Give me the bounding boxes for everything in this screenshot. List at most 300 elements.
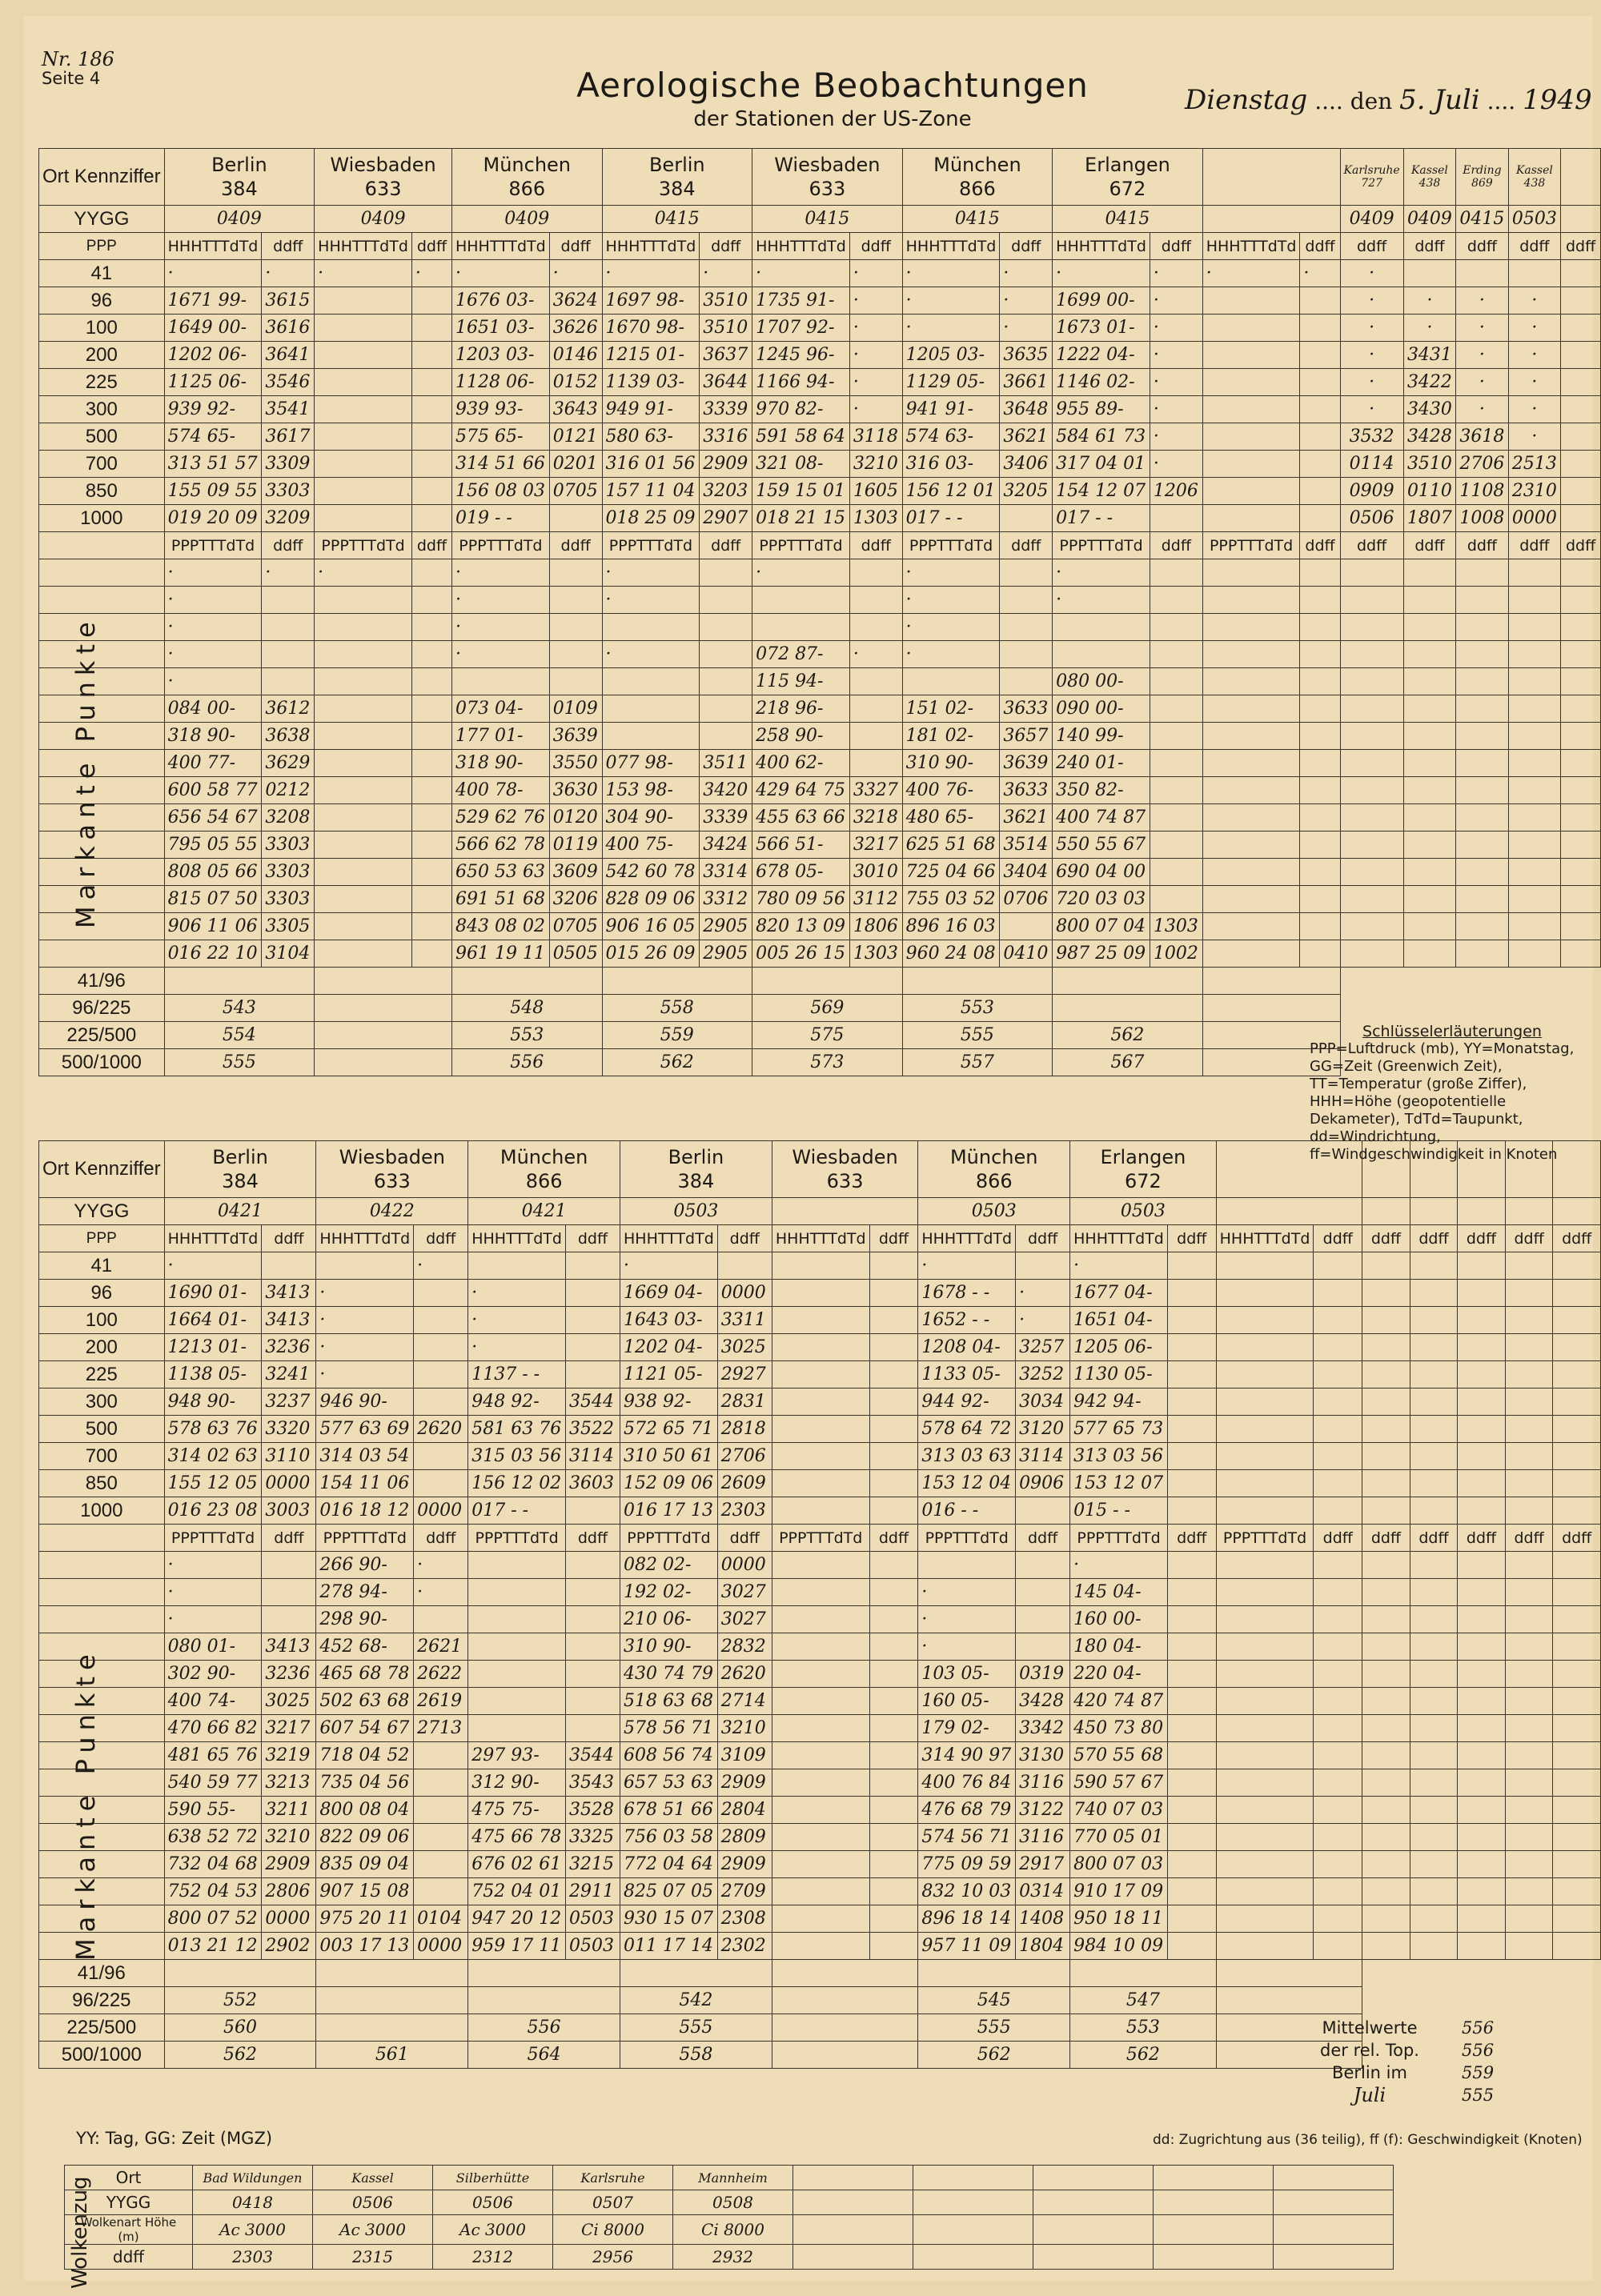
- station-code: 672: [1109, 178, 1146, 200]
- small-cell: [1561, 342, 1601, 369]
- small-cell: [1561, 478, 1601, 505]
- small-cell: [1362, 1851, 1410, 1878]
- mean-value: 559: [1462, 2063, 1495, 2082]
- small-cell: 0110: [1403, 478, 1455, 505]
- markante-row-label: [39, 1552, 165, 1579]
- station-code: 866: [975, 1170, 1013, 1192]
- ddff-header: ddff: [1505, 1525, 1553, 1552]
- markante-cell: 725 04 66: [902, 859, 1000, 886]
- ddff-header: ddff: [1362, 1225, 1410, 1252]
- markante-cell: [1000, 559, 1053, 587]
- small-cell: [1553, 1552, 1601, 1579]
- markante-cell: 3218: [849, 804, 902, 831]
- thickness-value: 553: [1070, 2014, 1217, 2042]
- pressure-cell: 577 63 69: [316, 1416, 414, 1443]
- legend-title: Schlüsselerläuterungen: [1362, 1023, 1542, 1040]
- pressure-cell: ·: [316, 1307, 414, 1334]
- small-cell: [1456, 831, 1508, 859]
- pppt-header: PPPTTTdTd: [451, 532, 549, 559]
- pressure-cell: 574 65-: [164, 423, 262, 451]
- pressure-cell: 159 15 01: [752, 478, 850, 505]
- small-cell: 2513: [1508, 451, 1560, 478]
- empty-cell: [1202, 206, 1340, 233]
- markante-cell: ·: [902, 559, 1000, 587]
- markante-cell: 400 74-: [164, 1688, 262, 1715]
- pppt-header: PPPTTTdTd: [1216, 1525, 1314, 1552]
- small-cell: [1505, 1742, 1553, 1769]
- empty-cell: [1553, 1141, 1601, 1198]
- side-area: [1340, 995, 1600, 1022]
- small-cell: [1458, 1878, 1506, 1905]
- page-title: Aerologische Beobachtungen: [576, 66, 1089, 105]
- markante-cell: 3339: [700, 804, 752, 831]
- small-cell: [1553, 1688, 1601, 1715]
- markante-cell: 3213: [262, 1769, 316, 1797]
- pressure-cell: ·: [468, 1334, 566, 1361]
- pressure-cell: [869, 1388, 918, 1416]
- markante-cell: 800 07 04: [1053, 913, 1150, 940]
- markante-row-label: [39, 940, 165, 968]
- small-cell: [1410, 1470, 1458, 1497]
- pressure-cell: [1216, 1334, 1314, 1361]
- markante-cell: [1016, 1633, 1070, 1661]
- markante-cell: 650 53 63: [451, 859, 549, 886]
- small-cell: [1403, 668, 1455, 695]
- markante-cell: [700, 614, 752, 641]
- ddff-header: ddff: [262, 1225, 316, 1252]
- markante-cell: [772, 1851, 869, 1878]
- small-cell: [1508, 831, 1560, 859]
- pressure-cell: 1649 00-: [164, 315, 262, 342]
- markante-cell: [565, 1688, 620, 1715]
- pressure-cell: [869, 1252, 918, 1280]
- markante-cell: 3544: [565, 1742, 620, 1769]
- small-cell: [1403, 750, 1455, 777]
- markante-cell: [315, 913, 412, 940]
- markante-cell: ·: [164, 668, 262, 695]
- markante-cell: 590 57 67: [1070, 1769, 1168, 1797]
- small-cell: [1362, 1905, 1410, 1933]
- station-name: Wiesbaden: [774, 154, 881, 176]
- pressure-cell: [1300, 315, 1340, 342]
- markante-row-label: [39, 1905, 165, 1933]
- pressure-cell: 157 11 04: [602, 478, 700, 505]
- small-cell: [1553, 1361, 1601, 1388]
- markante-cell: ·: [918, 1579, 1016, 1606]
- markante-cell: [1300, 940, 1340, 968]
- thickness-value: [620, 1960, 772, 1987]
- small-cell: [1340, 614, 1403, 641]
- pressure-cell: 3624: [549, 287, 602, 315]
- markante-cell: 3413: [262, 1633, 316, 1661]
- pressure-cell: [565, 1252, 620, 1280]
- small-cell: ·: [1403, 287, 1455, 315]
- markante-cell: 304 90-: [602, 804, 700, 831]
- markante-cell: 2806: [262, 1878, 316, 1905]
- pressure-cell: 3114: [565, 1443, 620, 1470]
- small-cell: [1505, 1633, 1553, 1661]
- markante-cell: 400 78-: [451, 777, 549, 804]
- small-cell: [1362, 1416, 1410, 1443]
- markante-cell: ·: [164, 587, 262, 614]
- pressure-cell: ·: [1000, 315, 1053, 342]
- markante-cell: ·: [451, 614, 549, 641]
- small-cell: 2310: [1508, 478, 1560, 505]
- small-cell: [1561, 451, 1601, 478]
- pppt-header: PPPTTTdTd: [1053, 532, 1150, 559]
- markante-cell: 3514: [1000, 831, 1053, 859]
- pressure-cell: 3406: [1000, 451, 1053, 478]
- markante-cell: 752 04 53: [164, 1878, 262, 1905]
- small-cell: 0909: [1340, 478, 1403, 505]
- markante-cell: 772 04 64: [620, 1851, 718, 1878]
- small-cell: [1508, 559, 1560, 587]
- cloud-cell: [1274, 2166, 1394, 2190]
- pressure-cell: ·: [316, 1280, 414, 1307]
- thickness-value: 556: [451, 1049, 602, 1076]
- yygg-value: 0409: [451, 206, 602, 233]
- markante-cell: [772, 1933, 869, 1960]
- markante-cell: [411, 723, 451, 750]
- pressure-cell: [1167, 1497, 1216, 1525]
- markante-cell: [411, 559, 451, 587]
- markante-cell: 896 16 03: [902, 913, 1000, 940]
- markante-row-label: [39, 831, 165, 859]
- small-cell: [1410, 1443, 1458, 1470]
- thickness-value: [468, 1960, 620, 1987]
- pressure-cell: ·: [752, 260, 850, 287]
- small-cell: [1456, 587, 1508, 614]
- markante-cell: 0104: [414, 1905, 468, 1933]
- small-cell: 0114: [1340, 451, 1403, 478]
- side-area: [1340, 968, 1600, 995]
- pressure-cell: ·: [602, 260, 700, 287]
- markante-cell: 984 10 09: [1070, 1933, 1168, 1960]
- small-cell: [1403, 695, 1455, 723]
- pressure-cell: [565, 1334, 620, 1361]
- markante-cell: 3010: [849, 859, 902, 886]
- mean-value: 555: [1462, 2086, 1495, 2105]
- pressure-cell: ·: [1150, 396, 1202, 423]
- markante-cell: [1202, 859, 1300, 886]
- cloud-cell: Kassel: [313, 2166, 433, 2190]
- seite-label: Seite 4: [42, 69, 101, 88]
- markante-cell: [414, 1797, 468, 1824]
- pressure-cell: ·: [1150, 260, 1202, 287]
- date-value: 5. Juli: [1399, 84, 1480, 116]
- thickness-value: 553: [451, 1022, 602, 1049]
- small-cell: [1561, 287, 1601, 315]
- markante-cell: 3639: [1000, 750, 1053, 777]
- pressure-cell: [1216, 1443, 1314, 1470]
- thickness-value: 569: [752, 995, 903, 1022]
- markante-cell: 278 94-: [316, 1579, 414, 1606]
- markante-row-label: [39, 723, 165, 750]
- small-cell: [1508, 641, 1560, 668]
- markante-cell: [772, 1742, 869, 1769]
- markante-cell: 502 63 68: [316, 1688, 414, 1715]
- markante-row-label: [39, 1688, 165, 1715]
- pressure-cell: ·: [1300, 260, 1340, 287]
- small-cell: [1561, 831, 1601, 859]
- small-cell: [1561, 423, 1601, 451]
- markante-cell: [1314, 1606, 1362, 1633]
- pressure-cell: [315, 396, 412, 423]
- cloud-cell: 0418: [193, 2190, 313, 2215]
- pressure-cell: [772, 1388, 869, 1416]
- markante-cell: 400 77-: [164, 750, 262, 777]
- markante-cell: [1216, 1824, 1314, 1851]
- small-cell: [1403, 260, 1455, 287]
- markante-cell: 950 18 11: [1070, 1905, 1168, 1933]
- markante-cell: [1202, 695, 1300, 723]
- markante-cell: 2905: [700, 940, 752, 968]
- yygg-small-value: 0415: [1456, 206, 1508, 233]
- pressure-level: 300: [39, 396, 165, 423]
- pressure-cell: ·: [902, 260, 1000, 287]
- markante-row-label: [39, 1933, 165, 1960]
- ddff-header: ddff: [1016, 1225, 1070, 1252]
- pressure-cell: [1202, 505, 1300, 532]
- pressure-cell: 0201: [549, 451, 602, 478]
- pressure-cell: 1670 98-: [602, 315, 700, 342]
- pppt-header: PPPTTTdTd: [316, 1525, 414, 1552]
- pressure-cell: [315, 342, 412, 369]
- small-cell: 3618: [1456, 423, 1508, 451]
- markante-cell: [411, 668, 451, 695]
- pressure-cell: [565, 1280, 620, 1307]
- small-cell: [1362, 1334, 1410, 1361]
- small-cell: [1362, 1797, 1410, 1824]
- thickness-value: [316, 1987, 468, 2014]
- pressure-cell: 016 18 12: [316, 1497, 414, 1525]
- pppt-header: PPPTTTdTd: [164, 532, 262, 559]
- pressure-cell: [1300, 369, 1340, 396]
- markante-cell: [1314, 1933, 1362, 1960]
- pressure-cell: 3544: [565, 1388, 620, 1416]
- markante-cell: 3211: [262, 1797, 316, 1824]
- pressure-cell: 3003: [262, 1497, 316, 1525]
- pressure-cell: [315, 451, 412, 478]
- pressure-level: 700: [39, 1443, 165, 1470]
- markante-cell: [468, 1661, 566, 1688]
- thickness-value: [918, 1960, 1070, 1987]
- small-cell: [1362, 1552, 1410, 1579]
- markante-cell: 3210: [262, 1824, 316, 1851]
- markante-cell: 400 76 84: [918, 1769, 1016, 1797]
- ddff-header: ddff: [1508, 233, 1560, 260]
- markante-cell: [1202, 940, 1300, 968]
- pressure-cell: 019 - -: [451, 505, 549, 532]
- hhh-header: HHHTTTdTd: [164, 1225, 262, 1252]
- pressure-cell: [1314, 1252, 1362, 1280]
- pressure-cell: [1314, 1416, 1362, 1443]
- markante-cell: [1202, 777, 1300, 804]
- markante-cell: [869, 1579, 918, 1606]
- markante-cell: [1314, 1633, 1362, 1661]
- thickness-value: 553: [902, 995, 1053, 1022]
- pressure-cell: 939 93-: [451, 396, 549, 423]
- cloud-cell: [1033, 2190, 1154, 2215]
- side-area: [1362, 1987, 1601, 2014]
- small-cell: [1505, 1878, 1553, 1905]
- markante-cell: [1000, 587, 1053, 614]
- markante-cell: 835 09 04: [316, 1851, 414, 1878]
- small-cell: [1362, 1388, 1410, 1416]
- markante-cell: 0319: [1016, 1661, 1070, 1688]
- markante-cell: 3208: [262, 804, 315, 831]
- markante-cell: 475 75-: [468, 1797, 566, 1824]
- small-cell: [1340, 559, 1403, 587]
- markante-cell: 735 04 56: [316, 1769, 414, 1797]
- side-area: [1362, 1960, 1601, 1987]
- pressure-cell: ·: [700, 260, 752, 287]
- small-cell: [1340, 641, 1403, 668]
- pressure-cell: [1202, 369, 1300, 396]
- hhh-header: HHHTTTdTd: [468, 1225, 566, 1252]
- small-cell: [1410, 1552, 1458, 1579]
- markante-cell: 542 60 78: [602, 859, 700, 886]
- markante-cell: [849, 750, 902, 777]
- markante-cell: 302 90-: [164, 1661, 262, 1688]
- markante-cell: [549, 614, 602, 641]
- markante-cell: [1167, 1905, 1216, 1933]
- small-cell: [1410, 1361, 1458, 1388]
- pressure-cell: [1216, 1361, 1314, 1388]
- date-line: Dienstag .... den 5. Juli .... 1949: [1185, 84, 1592, 116]
- markante-cell: [1167, 1742, 1216, 1769]
- empty-cell: [1561, 149, 1601, 206]
- yygg-small-value: [1458, 1198, 1506, 1225]
- markante-cell: 400 74 87: [1053, 804, 1150, 831]
- station-header: [918, 1141, 1070, 1198]
- markante-cell: 3621: [1000, 804, 1053, 831]
- markante-cell: [1314, 1824, 1362, 1851]
- markante-cell: 600 58 77: [164, 777, 262, 804]
- pressure-cell: ·: [451, 260, 549, 287]
- markante-cell: [549, 559, 602, 587]
- markante-cell: 3312: [700, 886, 752, 913]
- pressure-cell: ·: [849, 315, 902, 342]
- hhh-header: HHHTTTdTd: [1216, 1225, 1314, 1252]
- markante-cell: 3303: [262, 859, 315, 886]
- markante-cell: [315, 641, 412, 668]
- means-month: Juli: [1353, 2084, 1386, 2106]
- small-cell: [1553, 1470, 1601, 1497]
- markante-cell: [1150, 859, 1202, 886]
- pressure-cell: 1137 - -: [468, 1361, 566, 1388]
- small-cell: [1458, 1470, 1506, 1497]
- small-cell: [1340, 695, 1403, 723]
- pressure-cell: ·: [1150, 315, 1202, 342]
- pressure-cell: ·: [316, 1334, 414, 1361]
- small-cell: [1403, 641, 1455, 668]
- markante-cell: 3116: [1016, 1769, 1070, 1797]
- small-cell: ·: [1508, 396, 1560, 423]
- markante-cell: [1150, 723, 1202, 750]
- small-cell: [1458, 1633, 1506, 1661]
- small-cell: [1340, 668, 1403, 695]
- pressure-cell: 1128 06-: [451, 369, 549, 396]
- markante-cell: 3219: [262, 1742, 316, 1769]
- markante-cell: 297 93-: [468, 1742, 566, 1769]
- cloud-cell: 0508: [673, 2190, 793, 2215]
- year-value: 1949: [1523, 84, 1592, 116]
- yygg-value: 0415: [752, 206, 903, 233]
- pressure-cell: ·: [849, 342, 902, 369]
- station-header: [772, 1141, 918, 1198]
- pressure-cell: 1125 06-: [164, 369, 262, 396]
- markante-cell: 780 09 56: [752, 886, 850, 913]
- small-cell: [1362, 1933, 1410, 1960]
- pressure-cell: 3413: [262, 1280, 316, 1307]
- hhh-header: HHHTTTdTd: [772, 1225, 869, 1252]
- markante-cell: [869, 1552, 918, 1579]
- pressure-cell: [316, 1252, 414, 1280]
- pressure-cell: [772, 1361, 869, 1388]
- small-cell: [1362, 1688, 1410, 1715]
- pressure-cell: ·: [316, 1361, 414, 1388]
- markante-row-label: [39, 614, 165, 641]
- pressure-cell: ·: [414, 1252, 468, 1280]
- pressure-cell: 1652 - -: [918, 1307, 1016, 1334]
- small-cell: [1508, 804, 1560, 831]
- markante-cell: [700, 668, 752, 695]
- small-cell: [1410, 1388, 1458, 1416]
- markante-cell: 0503: [565, 1905, 620, 1933]
- markante-cell: 720 03 03: [1053, 886, 1150, 913]
- pressure-cell: 1129 05-: [902, 369, 1000, 396]
- thickness-value: [315, 968, 452, 995]
- thickness-value: 575: [752, 1022, 903, 1049]
- small-cell: [1458, 1388, 1506, 1416]
- pressure-cell: 3615: [262, 287, 315, 315]
- markante-cell: 3633: [1000, 777, 1053, 804]
- small-cell: [1410, 1307, 1458, 1334]
- markante-cell: 0120: [549, 804, 602, 831]
- small-cell: [1410, 1797, 1458, 1824]
- pressure-cell: 3546: [262, 369, 315, 396]
- pressure-cell: 1605: [849, 478, 902, 505]
- pressure-cell: 1203 03-: [451, 342, 549, 369]
- small-cell: ·: [1403, 315, 1455, 342]
- markante-cell: [468, 1579, 566, 1606]
- small-cell: [1505, 1334, 1553, 1361]
- markante-cell: 465 68 78: [316, 1661, 414, 1688]
- pressure-cell: [565, 1497, 620, 1525]
- pressure-cell: [411, 287, 451, 315]
- small-cell: [1505, 1606, 1553, 1633]
- pressure-cell: [1150, 505, 1202, 532]
- pressure-cell: 3311: [717, 1307, 772, 1334]
- pressure-cell: 3237: [262, 1388, 316, 1416]
- yygg-value: 0421: [164, 1198, 316, 1225]
- markante-cell: 3550: [549, 750, 602, 777]
- den-label: den: [1350, 88, 1393, 114]
- markante-label-bottom: Markante Punkte: [70, 1648, 101, 1961]
- markante-cell: [262, 587, 315, 614]
- pressure-cell: ·: [620, 1252, 718, 1280]
- markante-cell: [1202, 804, 1300, 831]
- markante-cell: 005 26 15: [752, 940, 850, 968]
- cloud-cell: [913, 2245, 1033, 2270]
- empty-cell: [1202, 968, 1340, 995]
- pressure-cell: [717, 1252, 772, 1280]
- small-cell: 1008: [1456, 505, 1508, 532]
- small-cell: [1458, 1334, 1506, 1361]
- small-cell: [1456, 641, 1508, 668]
- markante-cell: ·: [164, 1606, 262, 1633]
